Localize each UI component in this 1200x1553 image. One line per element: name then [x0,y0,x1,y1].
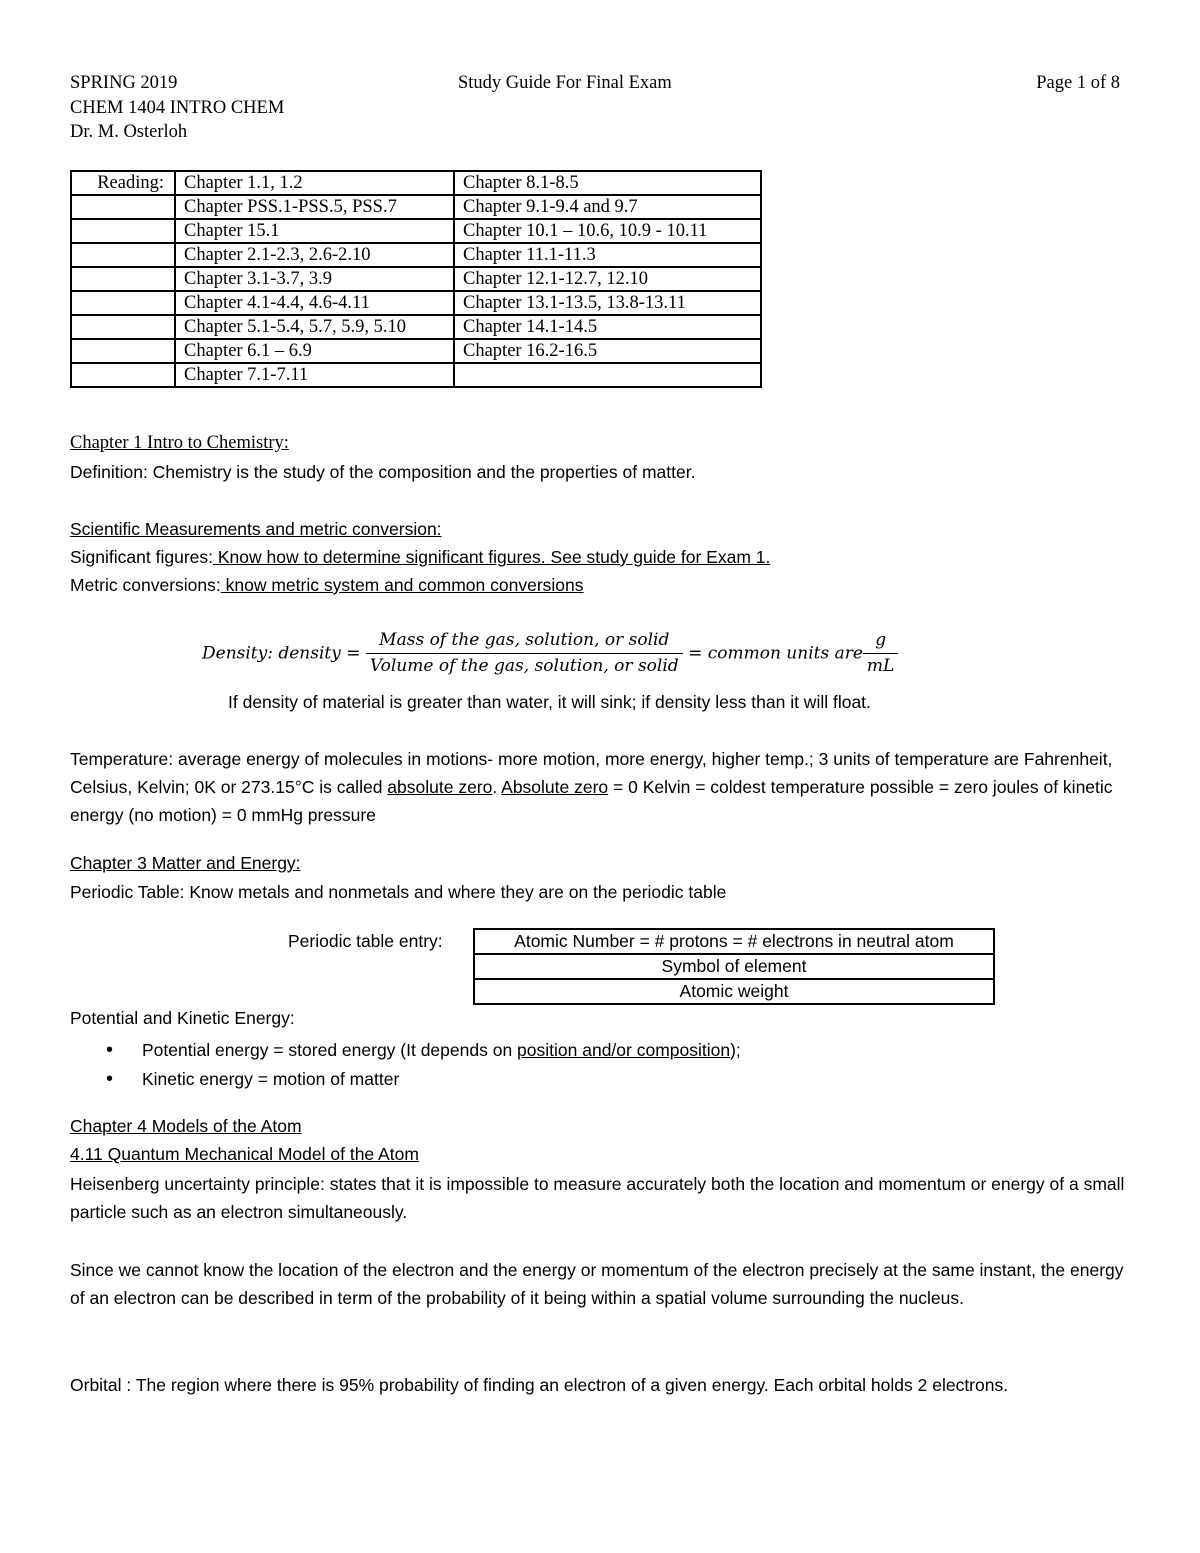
table-row [71,243,761,267]
reading-chapter-cell: Chapter 5.1-5.4, 5.7, 5.9, 5.10 [175,315,454,339]
orbital-paragraph: Orbital : The region where there is 95% probability of finding an electron of a given energy. Each orbital holds 2 electrons. [70,1375,1009,1395]
symbol-cell: Symbol of element [474,954,994,979]
reading-label-cell [71,243,175,267]
reading-chapter-cell: Chapter 9.1-9.4 and 9.7 [454,195,761,219]
table-row [71,171,761,195]
reading-chapter-cell: Chapter 2.1-2.3, 2.6-2.10 [175,243,454,267]
table-row [71,219,761,243]
units-denominator: mL [866,656,895,677]
table-row [71,363,761,387]
density-denominator: Volume of the gas, solution, or solid [369,656,679,677]
instructor: Dr. M. Osterloh [70,122,188,142]
density-equation [202,630,898,678]
chapter3-heading: Chapter 3 Matter and Energy: [70,853,301,873]
reading-chapter-cell: Chapter 10.1 – 10.6, 10.9 - 10.11 [454,219,761,243]
reading-chapter-cell: Chapter 6.1 – 6.9 [175,339,454,363]
reading-label-cell [71,363,175,387]
density-numerator: Mass of the gas, solution, or solid [366,630,683,654]
electron-probability-paragraph: Since we cannot know the location of the electron and the energy or momentum of the electron precisely at the same instant, the energy of an electron can be described in term of the probability of it being within a spatial volume surrounding the nucleus. [70,1260,1124,1308]
chapter4-subheading: 4.11 Quantum Mechanical Model of the Atom [70,1144,419,1164]
list-item: • Potential energy = stored energy (It depends on position and/or composition); [70,1036,1130,1065]
chapter4-heading: Chapter 4 Models of the Atom [70,1116,302,1136]
document-title: Study Guide For Final Exam [458,73,672,93]
table-row [71,195,761,219]
periodic-entry-row [474,979,994,1004]
reading-label-cell: Reading: [71,171,175,195]
energy-list [70,1036,1130,1094]
temperature-paragraph: Temperature: average energy of molecules in motions- more motion, more energy, higher temp.; 3 units of temperature are Fahrenheit, Celsius, Kelvin; 0K or 273.15°C is called absolute zero. Absolute zero = 0 Kelvin = coldest temperature possible = zero joules of kinetic energy (no motion) = 0 mmHg pressure [70,749,1113,825]
periodic-entry-table [473,928,995,1005]
density-lhs: Density: density = [202,643,361,664]
table-row [71,315,761,339]
energy-heading: Potential and Kinetic Energy: [70,1008,295,1028]
density-units-text: = common units are [688,643,863,664]
reading-chapter-cell [454,363,761,387]
reading-label-cell [71,219,175,243]
absolute-zero-term: absolute zero [387,777,493,797]
atomic-number-cell: Atomic Number = # protons = # electrons in neutral atom [474,929,994,954]
measurements-heading: Scientific Measurements and metric conversion: [70,519,442,539]
reading-chapter-cell: Chapter 11.1-11.3 [454,243,761,267]
absolute-zero-term-2: Absolute zero [501,777,609,797]
chemistry-definition: Definition: Chemistry is the study of the composition and the properties of matter. [70,462,696,482]
reading-table [70,170,762,388]
significant-figures-line: Significant figures: Know how to determine significant figures. See study guide for Exam 1. [70,547,771,567]
course-name: CHEM 1404 INTRO CHEM [70,97,285,118]
reading-chapter-cell: Chapter 1.1, 1.2 [175,171,454,195]
periodic-entry-row [474,954,994,979]
density-fraction [366,630,683,678]
table-row [71,267,761,291]
header-left [70,72,284,146]
reading-chapter-cell: Chapter 7.1-7.11 [175,363,454,387]
units-numerator: g [863,630,898,654]
list-item: • Kinetic energy = motion of matter [70,1065,1130,1094]
reading-label-cell [71,195,175,219]
reading-table-body [71,171,761,387]
semester: SPRING 2019 [70,73,178,93]
reading-chapter-cell: Chapter 4.1-4.4, 4.6-4.11 [175,291,454,315]
reading-label-cell [71,315,175,339]
heisenberg-paragraph: Heisenberg uncertainty principle: states that it is impossible to measure accurately both the location and momentum or energy of a small particle such as an electron simultaneously. [70,1174,1125,1222]
table-row [71,291,761,315]
reading-chapter-cell: Chapter 16.2-16.5 [454,339,761,363]
reading-chapter-cell: Chapter 12.1-12.7, 12.10 [454,267,761,291]
table-row [71,339,761,363]
reading-chapter-cell: Chapter 3.1-3.7, 3.9 [175,267,454,291]
reading-chapter-cell: Chapter PSS.1-PSS.5, PSS.7 [175,195,454,219]
reading-chapter-cell: Chapter 15.1 [175,219,454,243]
density-note: If density of material is greater than water, it will sink; if density less than it will float. [228,692,871,712]
metric-conversions-line: Metric conversions: know metric system and common conversions [70,575,584,595]
reading-label-cell [71,291,175,315]
reading-chapter-cell: Chapter 13.1-13.5, 13.8-13.11 [454,291,761,315]
reading-label-cell [71,267,175,291]
chapter1-heading: Chapter 1 Intro to Chemistry: [70,433,289,453]
reading-label-cell [71,339,175,363]
atomic-weight-cell: Atomic weight [474,979,994,1004]
reading-chapter-cell: Chapter 8.1-8.5 [454,171,761,195]
periodic-entry-row [474,929,994,954]
units-fraction [863,630,898,678]
periodic-table-line: Periodic Table: Know metals and nonmetals and where they are on the periodic table [70,882,727,902]
page-number: Page 1 of 8 [1036,73,1120,93]
periodic-entry-label: Periodic table entry: [288,931,443,951]
reading-chapter-cell: Chapter 14.1-14.5 [454,315,761,339]
